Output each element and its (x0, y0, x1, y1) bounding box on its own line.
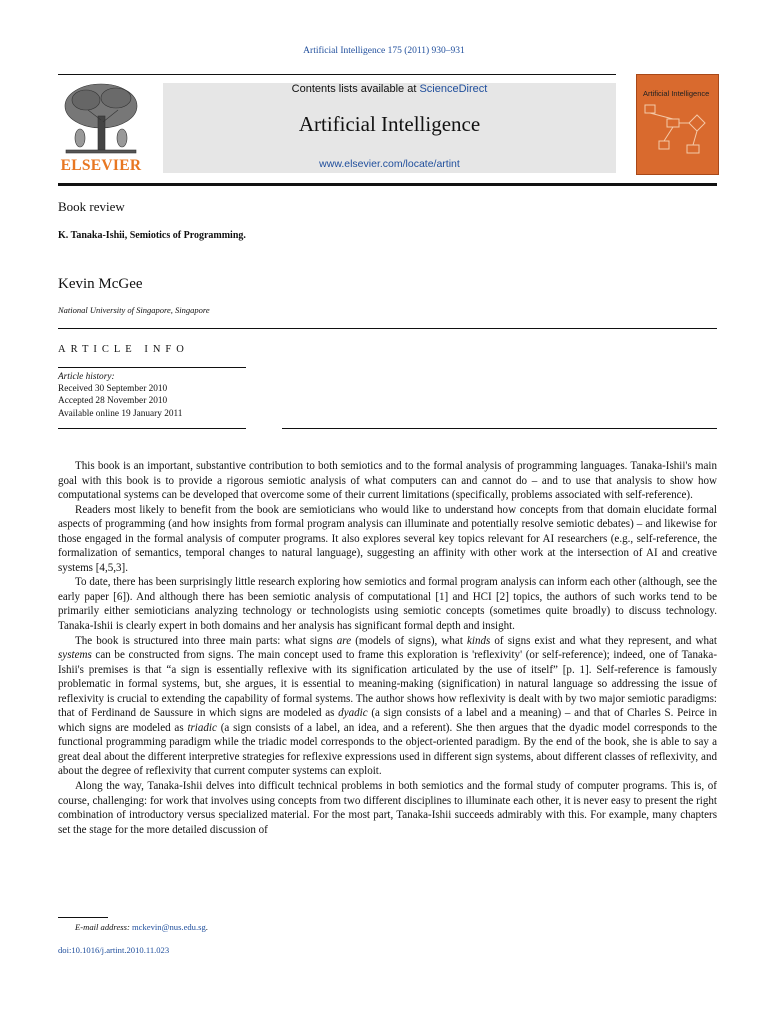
received-date: Received 30 September 2010 (58, 384, 168, 395)
email-footnote: E-mail address: mckevin@nus.edu.sg. (75, 922, 208, 932)
paragraph-2: Readers most likely to benefit from the book are semioticians who would like to understand how concepts from that domain elucidate formal aspects of programming (and how insights from formal program analysis can illuminate and potentially resolve semiotic debates) – and likewise for those engaged in the formal analysis of computer programs. It also explores several key topics relevant for AI researchers (e.g., self-reference, the formalization of semantics, temporal changes to natural language), suggesting an affinity with other work at the intersection of AI and creative systems [4,5,3]. (58, 503, 717, 574)
top-rule (58, 74, 616, 75)
author-name: Kevin McGee (58, 276, 143, 292)
header-thick-rule (58, 183, 717, 186)
journal-cover-thumbnail[interactable] (636, 74, 719, 175)
publisher-wordmark: ELSEVIER (60, 157, 142, 174)
contents-prefix: Contents lists available at (291, 83, 417, 95)
sciencedirect-link[interactable]: ScienceDirect (419, 83, 488, 95)
history-label: Article history: (58, 372, 115, 382)
article-history (58, 371, 182, 420)
online-date: Available online 19 January 2011 (58, 408, 183, 419)
footnote-rule (58, 917, 108, 918)
reviewed-book-title: K. Tanaka-Ishii, Semiotics of Programming. (58, 230, 246, 241)
affiliation-rule (58, 328, 717, 329)
cover-title: Artificial Intelligence (643, 89, 710, 98)
paragraph-4: The book is structured into three main parts: what signs are (models of signs), what kinds of signs exist and what they represent, and what systems can be constructed from signs. The main concept used to frame this exploration is 'reflexivity' (or self-reference); indeed, one of Tanaka-Ishii's premises is that “a sign is essentially reflexive with its signification articulated by the use of itself” [p. 1]. Self-reference is famously problematic in formal systems, but, she argues, it is essential to meaning-making (signification) in natural language so addressing the issue of reflexivity is crucial to extending the capability of formal systems. The author shows how reflexivity is dealt with by two major semiotic paradigms: that of Ferdinand de Saussure in which signs are modeled as dyadic (a sign consists of a label and a meaning) – and that of Charles S. Peirce in which signs are modeled as triadic (a sign consists of a label, an idea, and a referent). She then argues that the dyadic model corresponds to the functional programming paradigm while the triadic model corresponds to the object-oriented paradigm. By the end of the book, she is able to say a great deal about the different interpretive strategies for reflexive expressions used in different sign systems, about different classes of reflexivity, and about the degree of reflexivity that current computer systems can exploit. (58, 634, 718, 778)
contents-availability-line (163, 83, 616, 95)
abstract-rule (282, 428, 717, 429)
paragraph-5: Along the way, Tanaka-Ishii delves into difficult technical problems in both semiotics and the formal study of computer programs. This is, of course, challenging: for work that involves using concepts from two different disciplines to illuminate each other, it is never easy to present the right combination of introductory versus specialized material. For the most part, Tanaka-Ishii succeeds admirably with this. For example, many chapters set the stage for the more detailed discussion of (58, 780, 717, 836)
author-affiliation: National University of Singapore, Singapore (58, 305, 210, 315)
doi-link[interactable]: doi:10.1016/j.artint.2010.11.023 (58, 945, 170, 955)
article-info-rule (58, 367, 246, 368)
author-email-link[interactable]: mckevin@nus.edu.sg (131, 922, 206, 932)
journal-url-link[interactable]: www.elsevier.com/locate/artint (319, 158, 460, 170)
history-bottom-rule (58, 428, 246, 429)
paragraph-1: This book is an important, substantive contribution to both semiotics and to the formal analysis of programming languages. Tanaka-Ishii's main goal with this book is to provide a rigorous semiotic analysis of what computers can and cannot do – and to use that analysis to show how computational systems can be developed that overcome some of their current limitations (specifically, problems associated with self-reference). (58, 460, 717, 502)
journal-title: Artificial Intelligence (298, 112, 481, 136)
email-label: E-mail address: (75, 922, 130, 932)
section-label: Book review (58, 199, 125, 214)
accepted-date: Accepted 28 November 2010 (58, 396, 168, 407)
article-info-heading: ARTICLE INFO (58, 344, 189, 355)
review-body (58, 459, 717, 837)
paragraph-3: To date, there has been surprisingly little research exploring how semiotics and formal program analysis can inform each other (although, see the early paper [6]). And although there has been semiotic analysis of computational [1] and HCI [2] topics, the authors of such works tend to be primarily either semioticians analyzing technology or technologists using semiotic concepts (sometimes quite broadly) to discuss technology. Tanaka-Ishii is clearly expert in both domains and her analysis has significant formal depth and insight. (58, 576, 717, 633)
journal-citation[interactable]: Artificial Intelligence 175 (2011) 930–931 (303, 46, 465, 56)
